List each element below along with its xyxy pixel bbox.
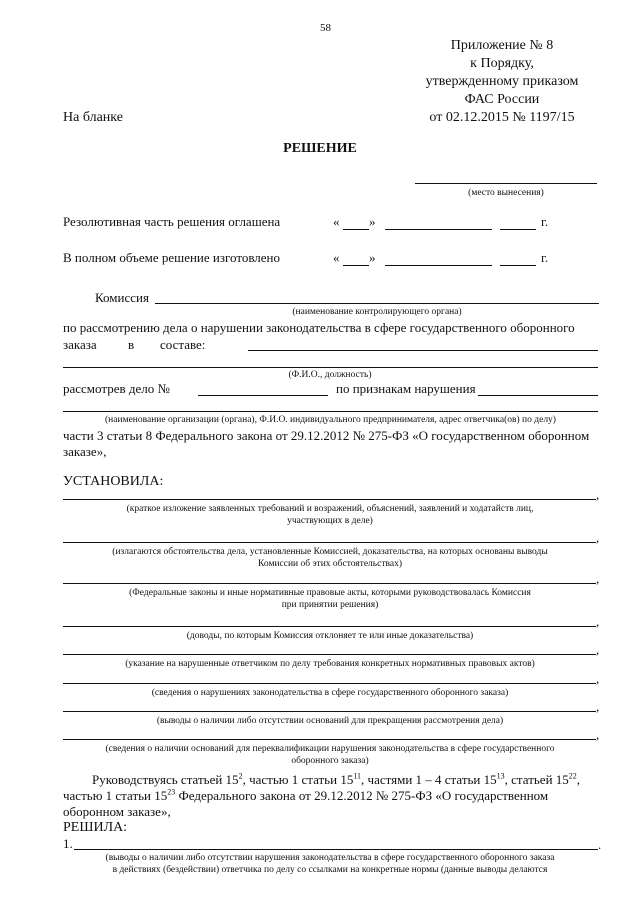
guided-line-1 bbox=[92, 772, 580, 788]
letterhead-note: На бланке bbox=[63, 110, 123, 125]
appendix-line-1: Приложение № 8 bbox=[450, 38, 554, 53]
claims-caption bbox=[60, 503, 600, 527]
claims-caption-line-2: участвующих в деле) bbox=[287, 516, 373, 526]
guided-sup-4: 22 bbox=[568, 771, 577, 781]
consideration-line: по рассмотрению дела о нарушении законодательства в сфере государственного оборонного bbox=[63, 320, 575, 335]
made-label: В полном объеме решение изготовлено bbox=[63, 250, 281, 265]
announced-label: Резолютивная часть решения оглашена bbox=[63, 214, 281, 229]
made-month-line bbox=[385, 265, 492, 266]
signs-label: по признакам нарушения bbox=[336, 381, 476, 396]
law-ref-line-1: части 3 статьи 8 Федерального закона от 29.12.2012 № 275-ФЗ «О государственном оборонном bbox=[63, 428, 590, 443]
statement-line-2 bbox=[63, 542, 596, 543]
violations-caption: (сведения о нарушениях законодательства в сфере государственного оборонного заказа) bbox=[151, 688, 509, 698]
item-1-line bbox=[74, 849, 598, 850]
appendix-block bbox=[396, 37, 608, 127]
announced-quote-close: » bbox=[369, 214, 376, 229]
appendix-line-4: ФАС России bbox=[464, 92, 540, 107]
respondent-line bbox=[63, 411, 598, 412]
page-number: 58 bbox=[320, 22, 331, 34]
announced-quote-open: « bbox=[333, 214, 340, 229]
circumstances-caption bbox=[60, 546, 600, 570]
announced-month-line bbox=[385, 229, 492, 230]
case-number-line bbox=[198, 395, 328, 396]
requalification-caption-line-2: оборонного заказа) bbox=[291, 756, 369, 766]
announced-day-line bbox=[343, 229, 369, 230]
laws-caption-line-2: при принятии решения) bbox=[281, 600, 379, 610]
claims-caption-line-1: (краткое изложение заявленных требований и возражений, объяснений, заявлений и ходатайств лиц, bbox=[126, 504, 534, 514]
signs-line bbox=[478, 395, 598, 396]
made-year-suffix: г. bbox=[541, 250, 549, 265]
item-1-caption bbox=[55, 852, 605, 876]
guided-text-2: , частью 1 статьи 15 bbox=[242, 772, 354, 787]
guided-line-2 bbox=[63, 788, 548, 804]
composition-line-1 bbox=[248, 350, 598, 351]
guided-sup-2: 11 bbox=[353, 771, 362, 781]
item-1-number: 1. bbox=[63, 836, 73, 851]
item-1-caption-line-1: (выводы о наличии либо отсутствии нарушения законодательства в сфере государственного оборонного заказа bbox=[105, 853, 555, 863]
announced-year-suffix: г. bbox=[541, 214, 549, 229]
guided-paragraph bbox=[0, 772, 640, 820]
statement-line-1 bbox=[63, 499, 596, 500]
decided-heading: РЕШИЛА: bbox=[63, 820, 128, 835]
case-label: рассмотрев дело № bbox=[63, 381, 170, 396]
guided-text-1: Руководствуясь статьей 15 bbox=[92, 772, 239, 787]
guided-sup-3: 13 bbox=[496, 771, 505, 781]
termination-caption: (выводы о наличии либо отсутствии оснований для прекращения рассмотрения дела) bbox=[156, 716, 504, 726]
announced-year-line bbox=[500, 229, 536, 230]
made-day-line bbox=[343, 265, 369, 266]
guided-text-5: , bbox=[576, 772, 581, 787]
made-quote-open: « bbox=[333, 250, 340, 265]
commission-line bbox=[155, 303, 599, 304]
established-heading: УСТАНОВИЛА: bbox=[63, 474, 164, 489]
document-title: РЕШЕНИЕ bbox=[283, 141, 357, 156]
appendix-line-3: утвержденному приказом bbox=[425, 74, 579, 89]
commission-label: Комиссия bbox=[95, 290, 149, 305]
order-word: заказа bbox=[63, 337, 97, 352]
statement-line-8 bbox=[63, 739, 596, 740]
laws-caption-line-1: (Федеральные законы и иные нормативные правовые акты, которыми руководствовалась Комиссия bbox=[129, 588, 531, 598]
circumstances-caption-line-2: Комиссии об этих обстоятельствах) bbox=[258, 559, 402, 569]
guided-sup-1: 2 bbox=[238, 771, 243, 781]
circumstances-caption-line-1: (излагаются обстоятельства дела, установленные Комиссией, доказательства, на которых основаны выводы bbox=[112, 547, 548, 557]
commission-caption: (наименование контролирующего органа) bbox=[292, 307, 462, 317]
guided-text-4: , статьей 15 bbox=[504, 772, 569, 787]
requalification-caption-line-1: (сведения о наличии оснований для переквалификации нарушения законодательства в сфере государственного bbox=[105, 744, 555, 754]
made-year-line bbox=[500, 265, 536, 266]
in-word: в bbox=[128, 337, 135, 352]
guided-text-3: , частями 1 – 4 статьи 15 bbox=[361, 772, 497, 787]
place-line bbox=[415, 183, 597, 184]
guided-line2-sup: 23 bbox=[167, 787, 176, 797]
statement-line-7 bbox=[63, 711, 596, 712]
place-caption: (место вынесения) bbox=[468, 188, 544, 198]
guided-line2-text-1: частью 1 статьи 15 bbox=[63, 788, 168, 803]
statement-line-5 bbox=[63, 654, 596, 655]
composition-word: составе: bbox=[160, 337, 206, 352]
fio-caption: (Ф.И.О., должность) bbox=[288, 370, 372, 380]
appendix-line-5: от 02.12.2015 № 1197/15 bbox=[429, 110, 575, 125]
statement-line-6 bbox=[63, 683, 596, 684]
composition-line-2 bbox=[63, 367, 598, 368]
law-ref-line-2: заказе», bbox=[63, 444, 107, 459]
made-quote-close: » bbox=[369, 250, 376, 265]
statement-line-4 bbox=[63, 626, 596, 627]
statement-line-3 bbox=[63, 583, 596, 584]
guided-line-3: оборонном заказе», bbox=[63, 804, 171, 819]
requalification-caption bbox=[55, 743, 605, 767]
guided-line2-text-2: Федерального закона от 29.12.2012 № 275-ФЗ «О государственном bbox=[175, 788, 549, 803]
violated-requirements-caption: (указание на нарушенные ответчиком по делу требования конкретных нормативных правовых актов) bbox=[125, 659, 535, 669]
respondent-caption: (наименование организации (органа), Ф.И.О. индивидуального предпринимателя, адрес ответчика(ов) по делу) bbox=[105, 415, 556, 425]
item-1-caption-line-2: в действиях (бездействии) ответчика по делу со ссылками на конкретные нормы (данные выводы делаются bbox=[112, 865, 548, 875]
arguments-caption: (доводы, по которым Комиссия отклоняет те или иные доказательства) bbox=[186, 631, 474, 641]
appendix-line-2: к Порядку, bbox=[470, 56, 534, 71]
laws-caption bbox=[60, 587, 600, 611]
